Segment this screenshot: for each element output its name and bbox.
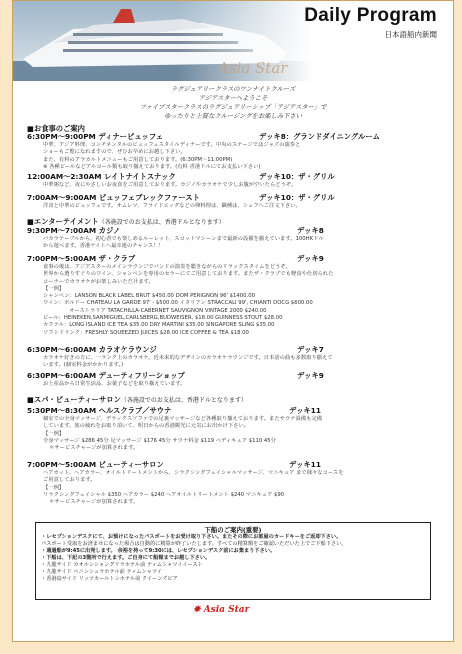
page-subtitle: 日本語船内新聞 (384, 30, 437, 39)
cruise-ship-photo (13, 1, 313, 81)
section-dining-title: ■お食事のご案内 (27, 124, 85, 133)
event-karaoke-lounge: 6:30PM〜6:00AM カラオケラウンジ デッキ7 カラオケ好きの方に、一ランク上のカラオケ。近未来的なデザインのカラオケラウンジです。日本語の曲も多数取り揃えて います。(個室料金がかかります。) (27, 345, 333, 369)
event-duty-free-shop: 6:30PM〜6:00AM デューティフリーショップ デッキ9 お土産品から日常生活品、お菓子などを取り揃えています。 (27, 371, 324, 387)
notice-title: 下船のご案内(重要) (204, 526, 262, 534)
event-beauty-salon: 7:00PM〜5:00AM ビューティーサロン デッキ11 ヘアカット、ヘアカラー、オイルトリートメントから、シラクシングフェイシャルマッサージ、マニキュア まで様々なコースを ご用意しております。 【一例】 リラクシングフェイシャル $350 ヘアカラー $240 ヘアオイルトリートメント $240 マニキュア $90 ＊サービスチャージが加算されます。 (27, 460, 344, 506)
event-the-club: 7:00PM〜5:00AM ザ・クラブ デッキ9 食事の後は、アジアスターのメインラウンジでバンドの演奏を聴きながらのリラックスタイムをどうぞ。 世界から選りすぐりのワイン、シャンペンを専用のセラーにてご用意しております。またザ・クラブでも軽食や仕切られた コーナーでカラオケがお楽しみいただけます。 【一例】 シャンペン：LANSON BLACK LABEL BRUT $450.00 DOM PERIGNON 96' $1400.00 ワイン：ボルドー CHATEAU LA GARDE 97' - $500.00 イタリアン STRACCALI 99', CHIANTI DOCG $600.00 オーストラリア TATACHILLA-CABERNET SAUVIGNON VINTAGE 2000 $240.00 ビール：HEINEKEN,SANMIGUEL,CARLSBERG,BUDWEISER, $18.00 GUINNESS STOUT $28.00 カクテル：LONG ISLAND ICE TEA $35.00 DRY MARTINI $35.00 SINGAPORE SLING $35.00 ソフトドリンク：FRESHLY SQUEEZED JUICES $28.00 ICE COFFEE & TEA $18.00 (27, 254, 334, 336)
event-breakfast-buffet: 7:00AM〜9:00AM ビュッフェブレックファースト デッキ10：ザ・グリル 洋食と中華のビュッフェです。オムレツ、フライドエッグなどの卵料理は、職種は、シェフへご注文下さい。 (27, 193, 335, 209)
section-entertainment-title: ■エンターテイメント（各施設でのお支払は、香港ドルとなります） (27, 217, 225, 226)
asia-star-logo: ✸ Asia Star (193, 605, 250, 615)
program-page (12, 0, 454, 642)
event-health-club: 5:30PM〜8:30AM ヘルスクラブ／サウナ デッキ11 個室での全身マッサージ、デラックスソファでの足裏マッサージなど各種取り揃えております。またサウナ設備も完備 しています。旅の疲れをお取り頂いて、明日からの香港観光に元気にお出かけ下さい。 【一例】 全身マッサージ $286 45分 足マッサージ $176 45分 サウナ料金 $119 ペディキュア $110 45分 ＊サービスチャージが加算されます。 (27, 406, 322, 452)
event-late-night-snack: 12:00AM〜2:30AM レイトナイトスナック デッキ10：ザ・グリル 中華粥など、夜にやさしいお夜食をご用意しております。カジノやカラオケで少しお腹が空いたらどうぞ。 (27, 172, 335, 188)
event-dinner-buffet: 6:30PM〜9:00PM ディナービュッフェ デッキ8：グランドダイニングルーム 中華、アジア料理、コンチネンタルのビュッフェスタイルディナーです。中央のステージではジャズの演奏と ショーもご覧になれますので、ぜひお早めにお越し下さい。 また、有料のアラカルトメニューもご用意しております。(6:30PM〜11:00PM) ※ 各種ビールなどアルコール類も取り揃えております。(有料 香港ドルにてお支払い下さい) (27, 132, 380, 170)
header-script-watermark: Asia Star (218, 59, 288, 77)
disembarkation-notice: 下船のご案内(重要) ・レセプションデスクにて、お預けになったパスポートをお受け取り下さい。またその際にお部屋のカードキーをご返却下さい。 パスポート受取をお済ませになった場合は自動的に精算が終了いたします。すべての精算額をご確認いただいた上でご下船下さい。 ・通過船が9:45に出発します。 余裕を持って9:30には、レセプションデスク前にお集まり下さい。 ・下船は、下記の3箇所で行えます。ご自身にて船館までお越し下さい。 ・九龍サイド カオルンシャングリラホテル前 ティムシャツイイースト ・九龍サイド ペニンシュラホテル前 ティムシャツイ ・香港島サイド リッツカールトンホテル前 クイーンズピア (35, 522, 431, 600)
section-spa-title: ■スパ・ビューティーサロン（各施設でのお支払は、香港ドルとなります） (27, 395, 247, 404)
event-casino: 9:30PM〜7:00AM カジノ デッキ8 バカラテーブルから、初心者でも楽しめるルーレット、スロットマシーンまで最新の設備を揃えています。100HKドル から遊べます。香港ナイトへ最幸運のチャンス！！ (27, 226, 324, 250)
star-icon: ✸ (193, 605, 201, 615)
page-title: Daily Program (304, 5, 437, 26)
intro-text: ラグジュアリークラスのワンナイトクルーズ アジアスターへようこそ ファイブスタークラスのラグジュアリーシップ「アジアスター」で ゆったりと上質なクルージングをお楽しみ下さい (139, 86, 327, 120)
header-banner (13, 1, 453, 81)
